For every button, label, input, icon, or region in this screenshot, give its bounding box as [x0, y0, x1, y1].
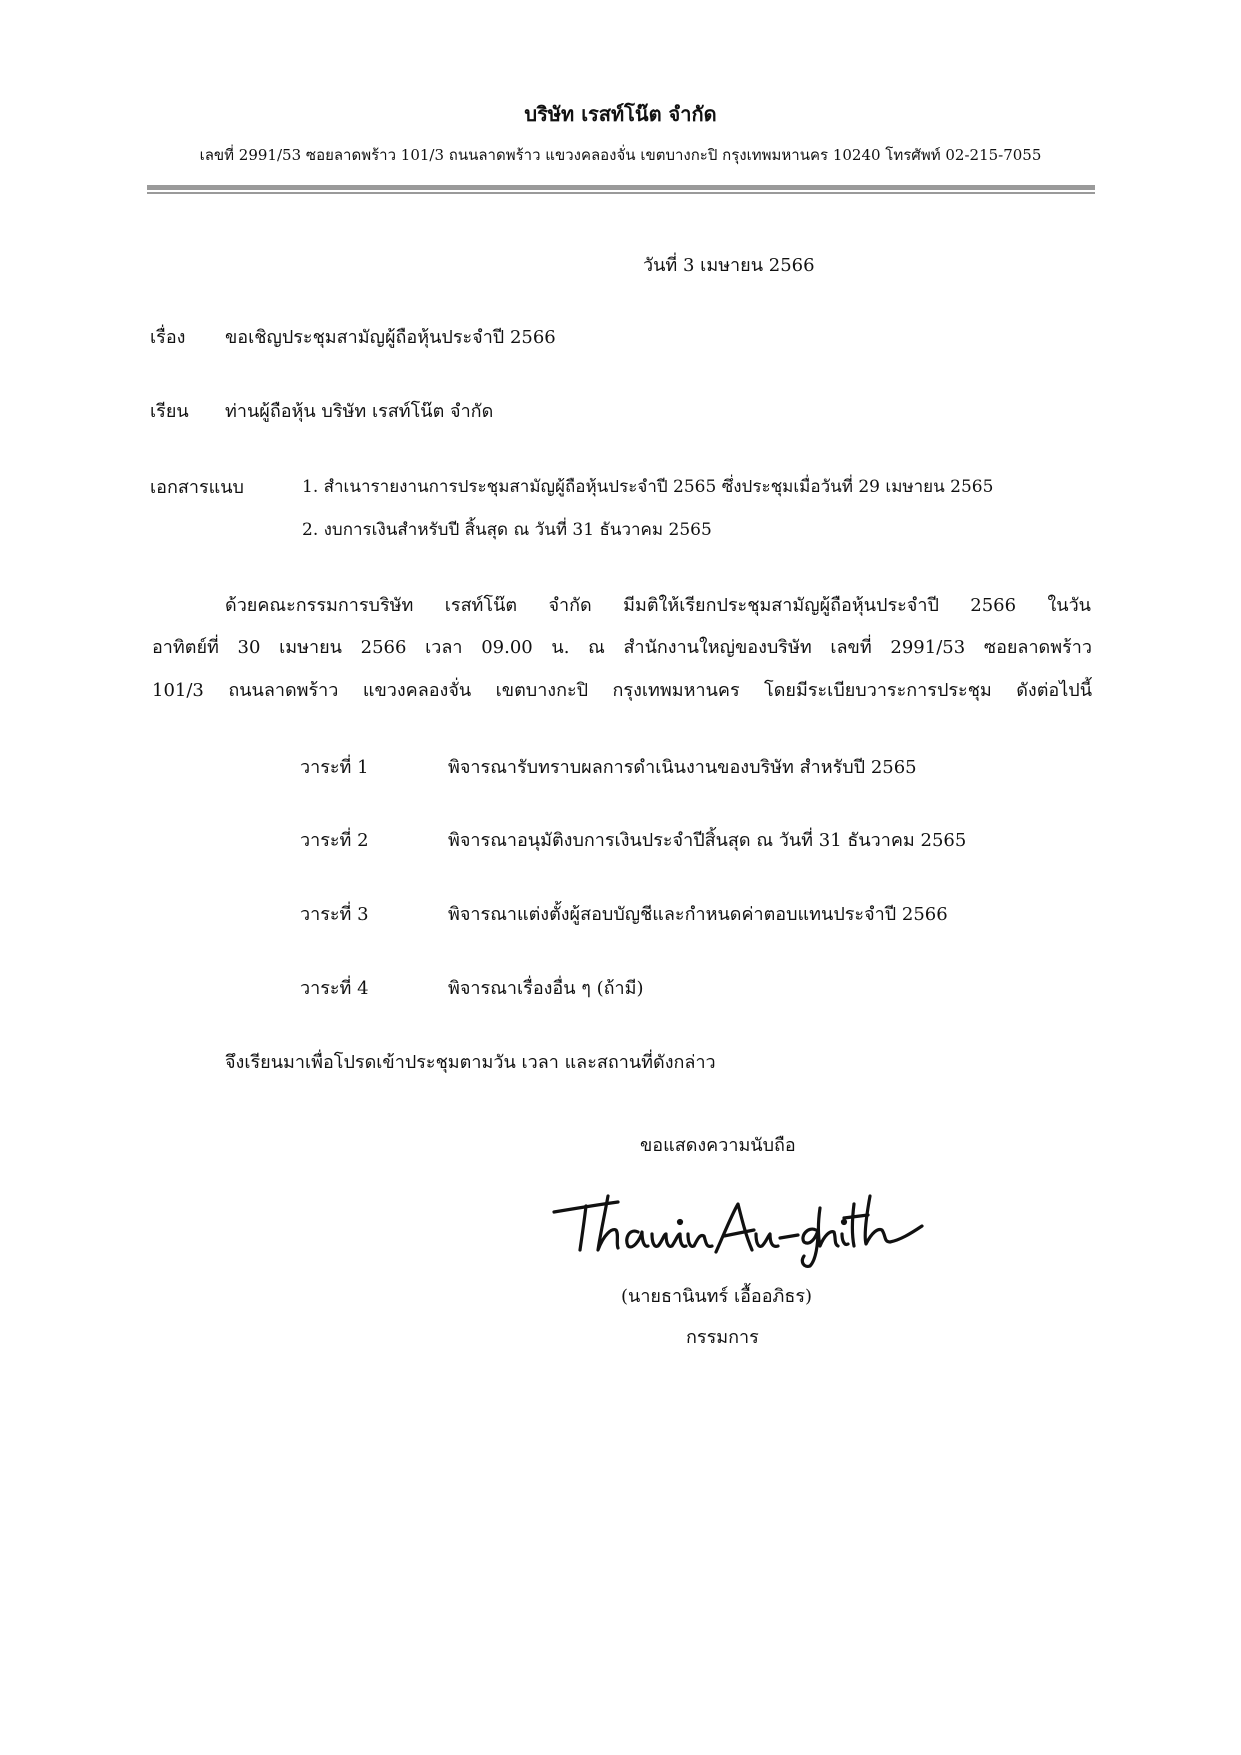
closing-salutation: ขอแสดงความนับถือ	[640, 1135, 796, 1156]
recipient-text: ท่านผู้ถือหุ้น บริษัท เรสท์โน๊ต จำกัด	[225, 401, 494, 422]
recipient-label: เรียน	[150, 401, 189, 422]
agenda-text: พิจารณารับทราบผลการดำเนินงานของบริษัท สำหรับปี 2565	[448, 757, 917, 778]
letterhead-divider-thin	[147, 192, 1095, 194]
body-paragraph-line: 101/3 ถนนลาดพร้าว แขวงคลองจั่น เขตบางกะปิ กรุงเทพมหานคร โดยมีระเบียบวาระการประชุม ดังต่อไปนี้	[152, 680, 1092, 701]
agenda-text: พิจารณาอนุมัติงบการเงินประจำปีสิ้นสุด ณ วันที่ 31 ธันวาคม 2565	[448, 830, 967, 851]
agenda-text: พิจารณาเรื่องอื่น ๆ (ถ้ามี)	[448, 978, 644, 999]
handwritten-signature	[548, 1178, 928, 1268]
letter-date: วันที่ 3 เมษายน 2566	[643, 255, 815, 276]
signer-title: กรรมการ	[686, 1327, 759, 1348]
subject-text: ขอเชิญประชุมสามัญผู้ถือหุ้นประจำปี 2566	[225, 327, 556, 348]
company-name: บริษัท เรสท์โน๊ต จำกัด	[524, 102, 717, 126]
company-address: เลขที่ 2991/53 ซอยลาดพร้าว 101/3 ถนนลาดพร้าว แขวงคลองจั่น เขตบางกะปิ กรุงเทพมหานคร 10240 โทรศัพท์ 02-215-7055	[199, 146, 1042, 164]
attachment-item: 2. งบการเงินสำหรับปี สิ้นสุด ณ วันที่ 31 ธันวาคม 2565	[302, 520, 712, 540]
signer-name: (นายธานินทร์ เอื้ออภิธร)	[621, 1286, 813, 1307]
letterhead-divider-thick	[147, 185, 1095, 190]
agenda-label: วาระที่ 3	[300, 904, 369, 925]
subject-label: เรื่อง	[150, 327, 186, 348]
agenda-label: วาระที่ 2	[300, 830, 369, 851]
body-paragraph-line: ด้วยคณะกรรมการบริษัท เรสท์โน๊ต จำกัด มีมติให้เรียกประชุมสามัญผู้ถือหุ้นประจำปี 2566 ในวัน	[225, 595, 1091, 616]
body-paragraph-line: อาทิตย์ที่ 30 เมษายน 2566 เวลา 09.00 น. ณ สำนักงานใหญ่ของบริษัท เลขที่ 2991/53 ซอยลาดพร้าว	[152, 637, 1092, 658]
agenda-label: วาระที่ 4	[300, 978, 369, 999]
attachment-item: 1. สำเนารายงานการประชุมสามัญผู้ถือหุ้นประจำปี 2565 ซึ่งประชุมเมื่อวันที่ 29 เมษายน 2565	[302, 477, 994, 497]
attachments-label: เอกสารแนบ	[150, 477, 244, 498]
agenda-text: พิจารณาแต่งตั้งผู้สอบบัญชีและกำหนดค่าตอบแทนประจำปี 2566	[448, 904, 948, 925]
closing-sentence: จึงเรียนมาเพื่อโปรดเข้าประชุมตามวัน เวลา และสถานที่ดังกล่าว	[225, 1052, 716, 1073]
agenda-label: วาระที่ 1	[300, 757, 369, 778]
